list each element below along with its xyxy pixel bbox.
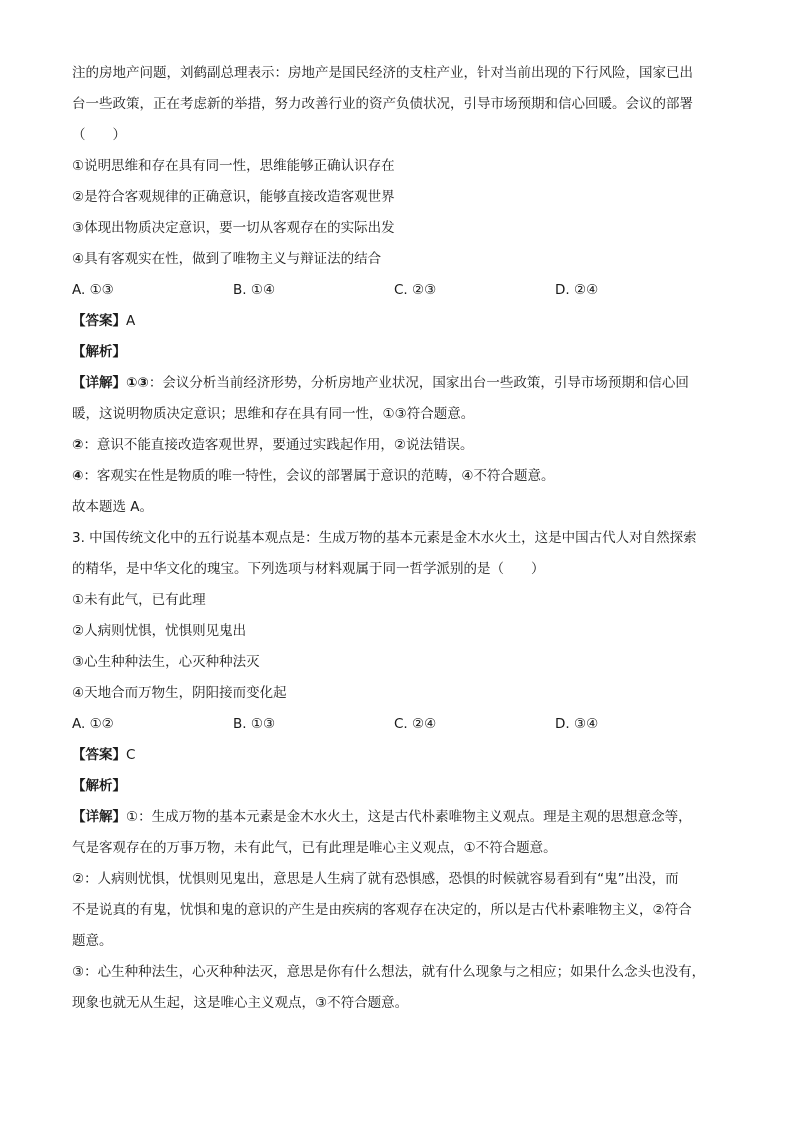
q3-choice-1: ①未有此气，已有此理 xyxy=(72,592,206,608)
q3-stem-line: 3. 中国传统文化中的五行说基本观点是：生成万物的基本元素是金木水火土，这是中国古代人对自然探索 xyxy=(72,530,697,546)
q2-option-b: B. ①④ xyxy=(233,282,276,298)
q2-detail-mark: ② xyxy=(72,437,84,453)
q3-option-c: C. ②④ xyxy=(394,716,437,732)
document-page xyxy=(72,58,732,1019)
q2-detail-line xyxy=(72,461,732,492)
q3-detail-line: 不是说真的有鬼，忧惧和鬼的意识的产生是由疾病的客观存在决定的，所以是古代朴素唯物主义，②符合 xyxy=(72,902,692,918)
q3-option-d: D. ③④ xyxy=(555,716,599,732)
q3-stem-line: 的精华，是中华文化的瑰宝。下列选项与材料观属于同一哲学派别的是（ ） xyxy=(72,561,545,577)
q2-detail-mark: ④ xyxy=(72,468,84,484)
q3-answer-value: C xyxy=(126,747,136,763)
q3-detail-line: ②：人病则忧惧，忧惧则见鬼出，意思是人生病了就有恐惧感，恐惧的时候就容易看到有“鬼”出没，而 xyxy=(72,871,679,887)
q3-detail-line: 气是客观存在的万事万物，未有此气，已有此理是唯心主义观点，①不符合题意。 xyxy=(72,840,557,856)
q2-answer-value: A xyxy=(126,313,136,329)
q2-option-a: A. ①③ xyxy=(72,282,114,298)
q2-answer-label: 【答案】 xyxy=(72,313,126,329)
q2-option-d: D. ②④ xyxy=(555,282,599,298)
q3-choice-2: ②人病则忧惧，忧惧则见鬼出 xyxy=(72,623,247,639)
q2-conclusion: 故本题选 A。 xyxy=(72,499,154,515)
q2-detail-text: ：客观实在性是物质的唯一特性，会议的部署属于意识的范畴，④不符合题意。 xyxy=(83,468,555,484)
q2-detail-text: ：意识不能直接改造客观世界，要通过实践起作用，②说法错误。 xyxy=(83,437,474,453)
q3-option-a: A. ①② xyxy=(72,716,114,732)
q2-detail-line xyxy=(72,430,732,461)
q3-detail-line: 现象也就无从生起，这是唯心主义观点，③不符合题意。 xyxy=(72,995,409,1011)
q3-detail-text: ①：生成万物的基本元素是金木水火土，这是古代朴素唯物主义观点。理是主观的思想意念等， xyxy=(126,809,692,825)
q2-stem-line: 注的房地产问题，刘鹤副总理表示：房地产是国民经济的支柱产业，针对当前出现的下行风险，国家已出 xyxy=(72,65,693,81)
q3-answer-label: 【答案】 xyxy=(72,747,126,763)
q2-detail-line: 暖，这说明物质决定意识；思维和存在具有同一性，①③符合题意。 xyxy=(72,406,475,422)
q2-choice-4: ④具有客观实在性，做到了唯物主义与辩证法的结合 xyxy=(72,251,382,267)
q2-detail-line xyxy=(72,368,732,399)
q2-stem-line: 台一些政策，正在考虑新的举措，努力改善行业的资产负债状况，引导市场预期和信心回暖。会议的部署 xyxy=(72,96,693,112)
q3-detail-label: 【详解】 xyxy=(72,809,126,825)
q3-analysis-label: 【解析】 xyxy=(72,778,126,794)
q3-detail-line xyxy=(72,802,732,833)
q2-choice-2: ②是符合客观规律的正确意识，能够直接改造客观世界 xyxy=(72,189,395,205)
q2-detail-mark: ①③ xyxy=(126,375,149,391)
q3-answer xyxy=(72,740,732,771)
q2-answer xyxy=(72,306,732,337)
q2-detail-text: ：会议分析当前经济形势，分析房地产业状况，国家出台一些政策，引导市场预期和信心回 xyxy=(148,375,689,391)
q3-choice-4: ④天地合而万物生，阴阳接而变化起 xyxy=(72,685,287,701)
q2-options xyxy=(72,275,732,306)
q3-option-b: B. ①③ xyxy=(233,716,276,732)
q3-detail-line: 题意。 xyxy=(72,933,113,949)
q3-detail-line: ③：心生种种法生，心灭种种法灭，意思是你有什么想法，就有什么现象与之相应；如果什么念头也没有， xyxy=(72,964,706,980)
q2-stem-line: （ ） xyxy=(72,127,126,143)
q2-option-c: C. ②③ xyxy=(394,282,437,298)
q2-choice-3: ③体现出物质决定意识，要一切从客观存在的实际出发 xyxy=(72,220,395,236)
q2-choice-1: ①说明思维和存在具有同一性，思维能够正确认识存在 xyxy=(72,158,395,174)
q3-options xyxy=(72,709,732,740)
q2-detail-label: 【详解】 xyxy=(72,375,126,391)
q3-choice-3: ③心生种种法生，心灭种种法灭 xyxy=(72,654,260,670)
q2-analysis-label: 【解析】 xyxy=(72,344,126,360)
